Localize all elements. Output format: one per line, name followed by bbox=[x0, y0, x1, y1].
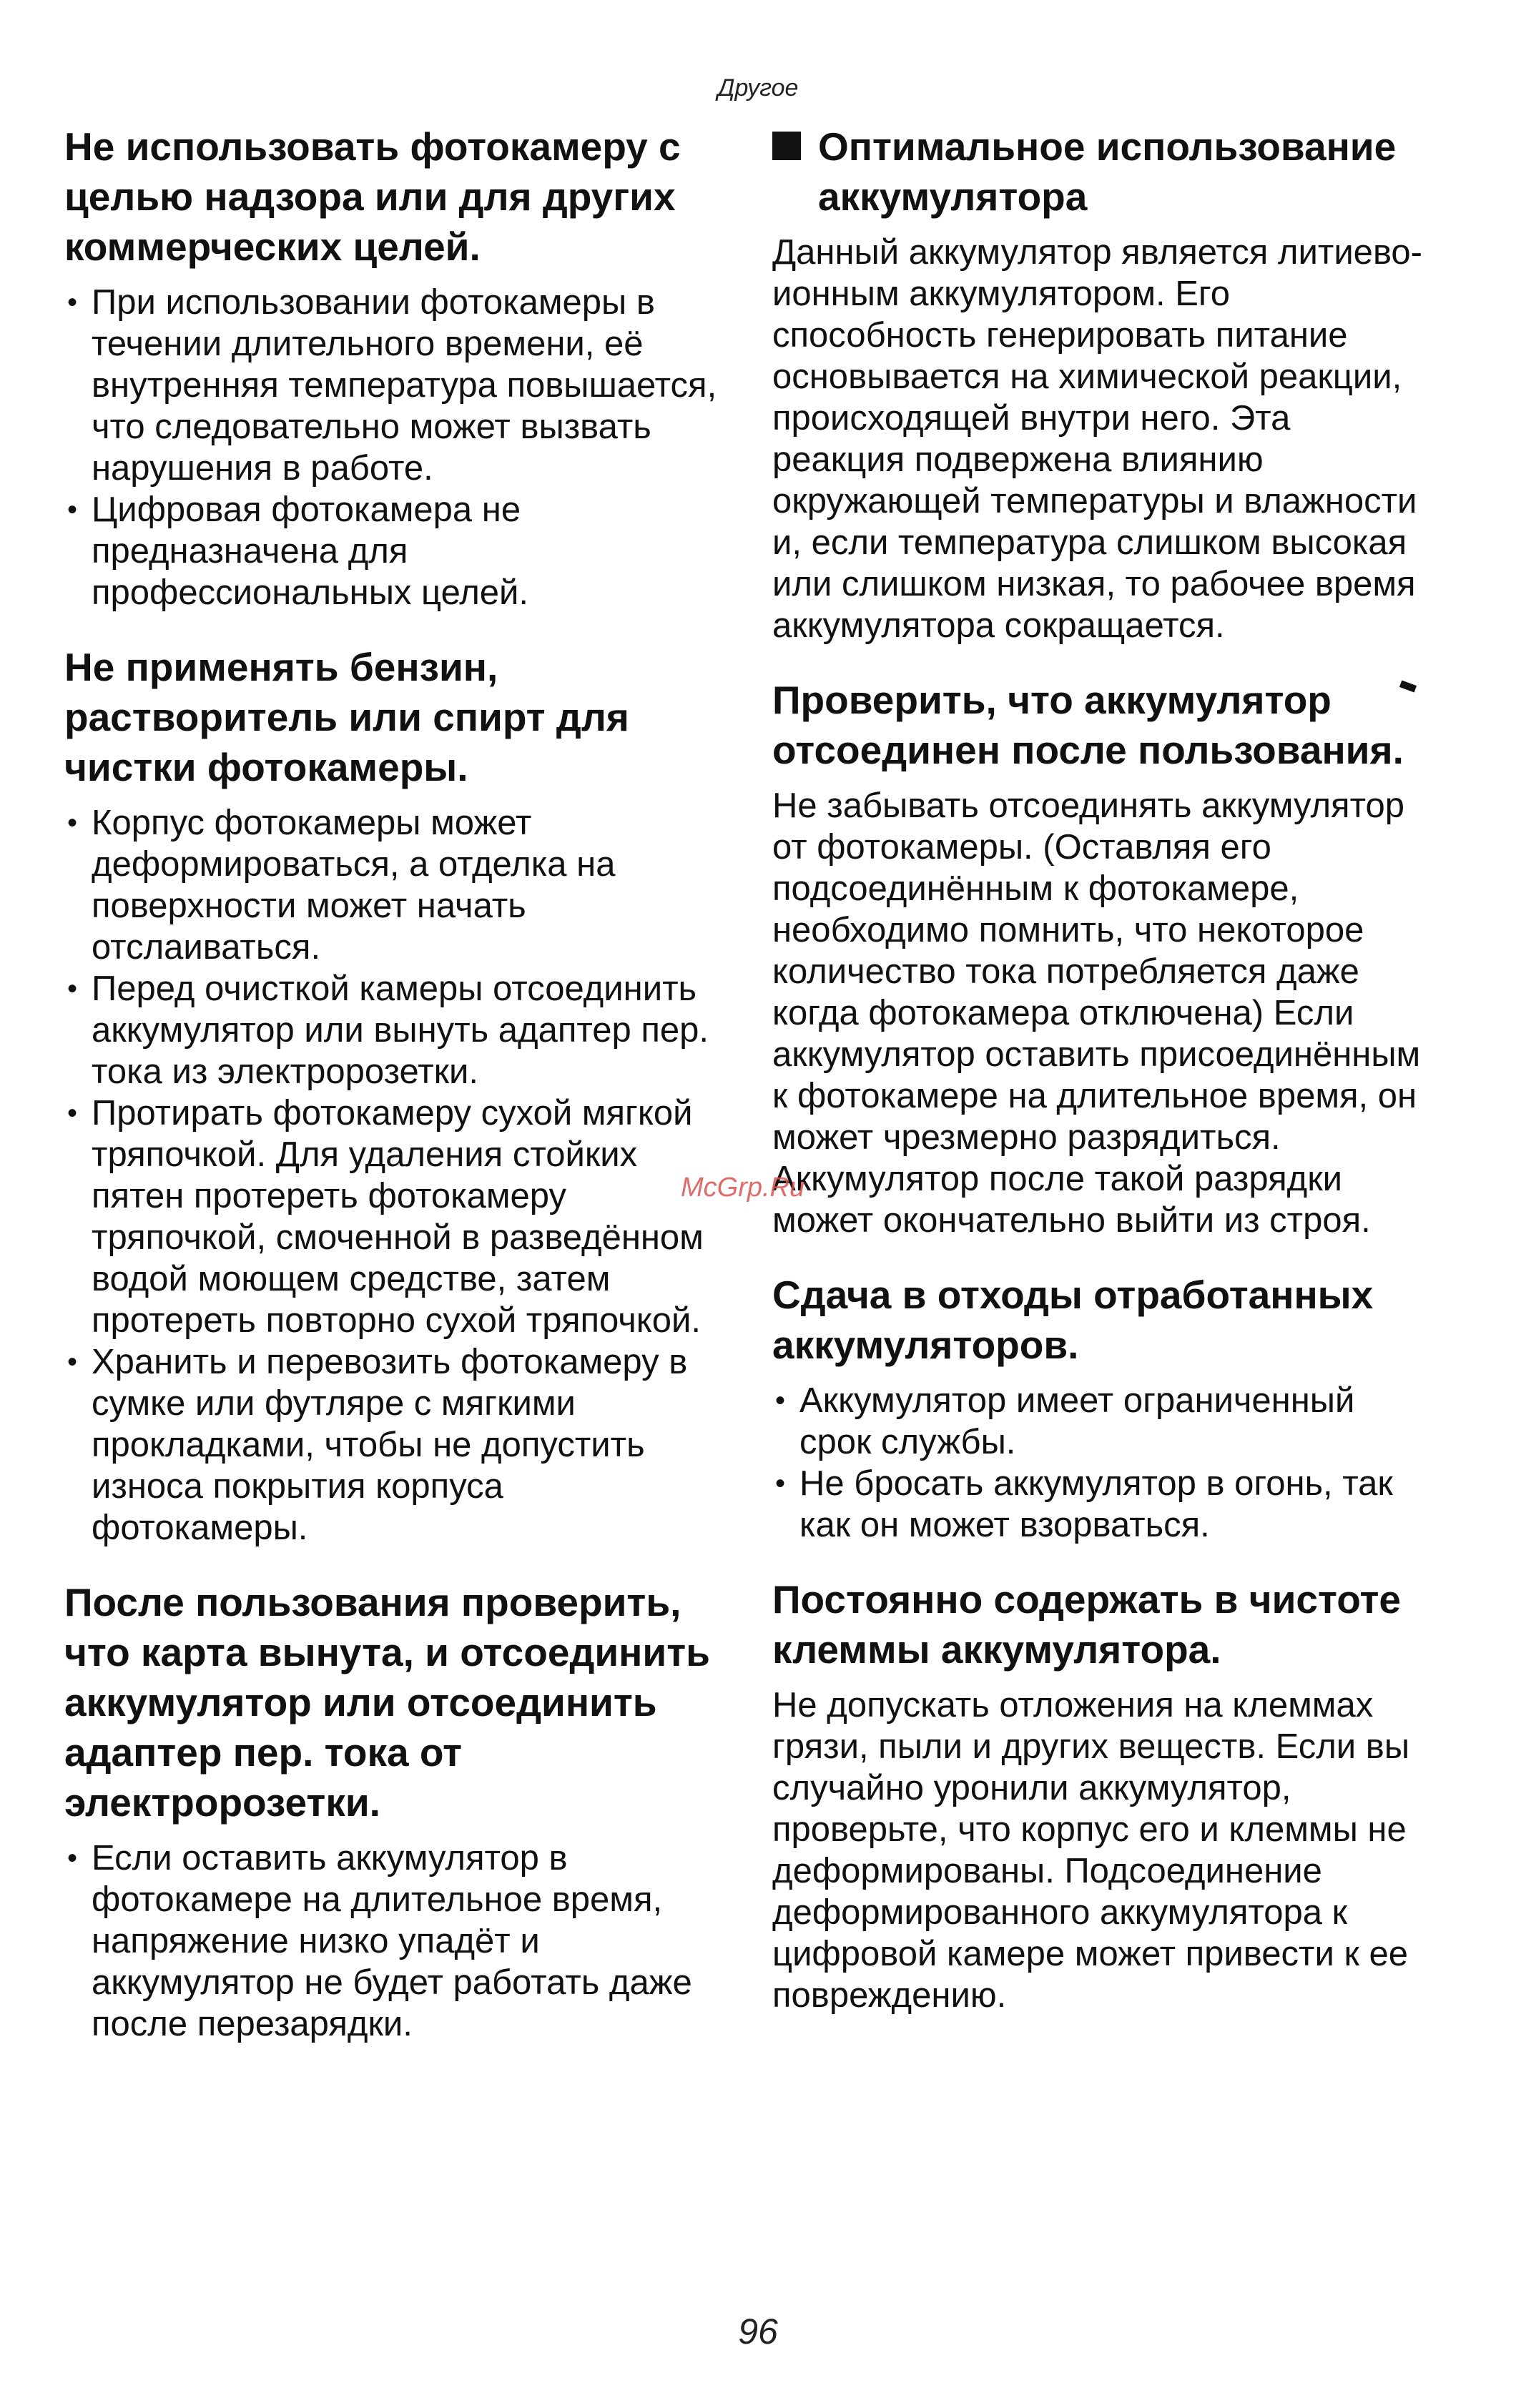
section-after-use bbox=[64, 1577, 722, 2045]
section-title: Проверить, что аккумулятор отсоединен после пользования. bbox=[772, 678, 1404, 772]
bullet-list bbox=[64, 1837, 722, 2045]
watermark: McGrp.Ru bbox=[681, 1173, 805, 1203]
section-battery-optimal bbox=[772, 122, 1430, 646]
bullet-item: • Хранить и перевозить фотокамеру в сумке или футляре с мягкими прокладками, чтобы не допустить износа покрытия корпуса фотокамеры. bbox=[64, 1341, 722, 1549]
bullet-item: • Перед очисткой камеры отсоединить аккумулятор или вынуть адаптер пер. тока из электророзетки. bbox=[64, 968, 722, 1092]
bullet-item: • Протирать фотокамеру сухой мягкой тряпочкой. Для удаления стойких пятен протереть фотокамеру тряпочкой, смоченной в разведённом водой моющем средстве, затем протереть повторно сухой тряпочкой. bbox=[64, 1092, 722, 1341]
section-title: Не использовать фотокамеру с целью надзора или для других коммерческих целей. bbox=[64, 124, 681, 269]
bullet-item: • Цифровая фотокамера не предназначена для профессиональных целей. bbox=[64, 489, 722, 613]
page-number: 96 bbox=[738, 2311, 778, 2352]
bullet-item: • Если оставить аккумулятор в фотокамере на длительное время, напряжение низко упадёт и аккумулятор не будет работать даже после перезарядки. bbox=[64, 1837, 722, 2045]
body-text: Не допускать отложения на клеммах грязи, пыли и других веществ. Если вы случайно уронили аккумулятор, проверьте, что корпус его и клеммы не деформированы. Подсоединение деформированного аккумулятора к цифровой камере может привести к ее повреждению. bbox=[772, 1686, 1410, 2015]
section-title: Постоянно содержать в чистоте клеммы аккумулятора. bbox=[772, 1577, 1401, 1672]
section-battery-disposal bbox=[772, 1270, 1430, 1546]
body-text: Данный аккумулятор является литиево-ионным аккумулятором. Его способность генерировать питание основывается на химической реакции, происходящей внутри него. Эта реакция подвержена влиянию окружающей температуры и влажности и, если температура слишком высокая или слишком низкая, то рабочее время аккумулятора сокращается. bbox=[772, 233, 1422, 645]
bullet-list bbox=[64, 282, 722, 613]
bullet-list bbox=[64, 802, 722, 1549]
square-bullet-icon bbox=[772, 132, 801, 160]
section-battery-disconnect bbox=[772, 675, 1430, 1241]
section-battery-terminals bbox=[772, 1574, 1430, 2016]
section-no-solvents bbox=[64, 642, 722, 1549]
section-header: Другое bbox=[717, 74, 799, 102]
section-title: Сдача в отходы отработанных аккумуляторов. bbox=[772, 1273, 1374, 1367]
main-title-text: Оптимальное использование аккумулятора bbox=[818, 124, 1397, 219]
bullet-list bbox=[772, 1380, 1430, 1546]
body-text: Не забывать отсоединять аккумулятор от фотокамеры. (Оставляя его подсоединённым к фотокамере, необходимо помнить, что некоторое количество тока потребляется даже когда фотокамера отключена) Если аккумулятор оставить присоединённым к фотокамере на длительное время, он может чрезмерно разрядиться. Аккумулятор после такой разрядки может окончательно выйти из строя. bbox=[772, 786, 1421, 1240]
left-column bbox=[64, 122, 722, 2073]
section-title: После пользования проверить, что карта вынута, и отсоединить аккумулятор или отсоединить адаптер пер. тока от электророзетки. bbox=[64, 1580, 710, 1825]
right-column bbox=[772, 122, 1430, 2045]
bullet-item: • Корпус фотокамеры может деформироваться, а отделка на поверхности может начать отслаиваться. bbox=[64, 802, 722, 968]
bullet-item: • При использовании фотокамеры в течении длительного времени, её внутренняя температура повышается, что следовательно может вызвать нарушения в работе. bbox=[64, 282, 722, 489]
bullet-item: • Аккумулятор имеет ограниченный срок службы. bbox=[772, 1380, 1430, 1463]
section-title: Не применять бензин, растворитель или спирт для чистки фотокамеры. bbox=[64, 645, 629, 789]
main-title bbox=[772, 122, 1430, 222]
bullet-item: • Не бросать аккумулятор в огонь, так как он может взорваться. bbox=[772, 1463, 1430, 1546]
section-no-surveillance bbox=[64, 122, 722, 613]
